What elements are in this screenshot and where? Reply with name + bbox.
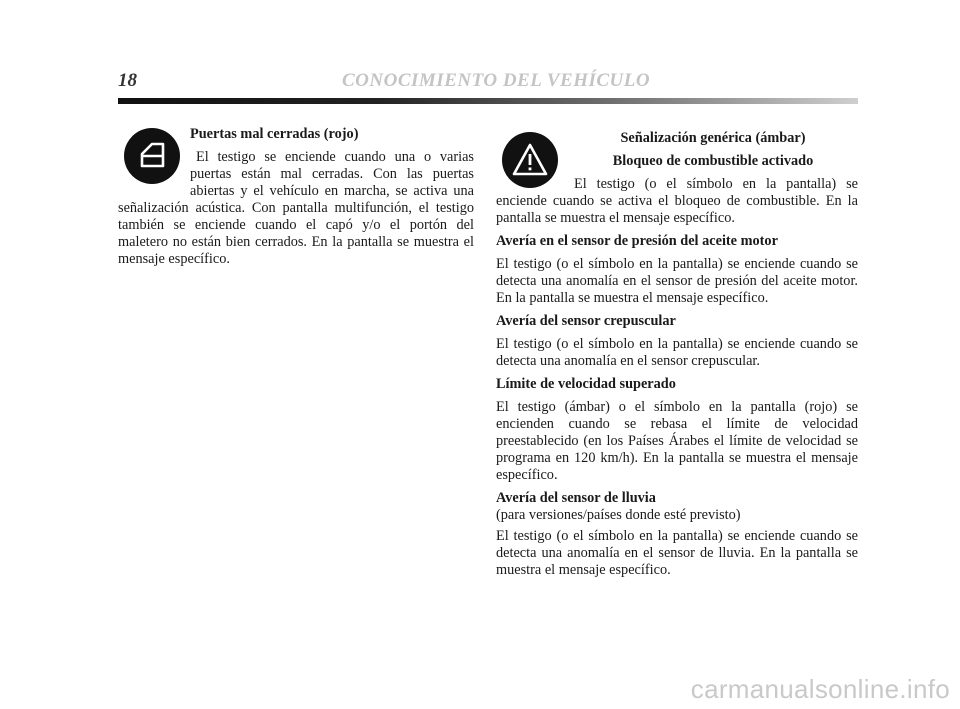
running-title: CONOCIMIENTO DEL VEHÍCULO: [342, 70, 651, 91]
right-column: [496, 126, 858, 585]
section-text-dusk-sensor: El testigo (o el símbolo en la pantalla) se enciende cuando se detecta una anomalía en el sensor crepuscular.: [496, 336, 858, 369]
warning-triangle-icon: [502, 132, 558, 188]
section-heading-rain-sensor: Avería del sensor de lluvia: [496, 490, 656, 506]
section-text-oil-sensor: El testigo (o el símbolo en la pantalla) se enciende cuando se detecta una anomalía en el sensor de presión del aceite motor. En la pantalla se muestra el mensaje específico.: [496, 256, 858, 306]
section-text-speed-limit: El testigo (ámbar) o el símbolo en la pantalla (rojo) se encienden cuando se rebasa el límite de velocidad preestablecido (en los Países Árabes el límite de velocidad se programa en 120 km/h). En la pantalla se muestra el mensaje específico.: [496, 399, 858, 483]
door-ajar-icon: [124, 128, 180, 184]
door-warning-text: El testigo se enciende cuando una o varias puertas están mal cerradas. Con las puertas abiertas y el vehículo en marcha, se activa una señalización acústica. Con pantalla multifunción, el testigo también se enciende cuando el capó y/o el portón del maletero no están bien cerrados. En la pantalla se muestra el mensaje específico.: [118, 149, 474, 267]
header-rule: [118, 98, 858, 104]
section-text-rain-sensor: El testigo (o el símbolo en la pantalla) se enciende cuando se detecta una anomalía en el sensor de lluvia. En la pantalla se muestra el mensaje específico.: [496, 528, 858, 578]
generic-warning-heading: Señalización genérica (ámbar): [620, 130, 806, 146]
section-subheading-rain-sensor: (para versiones/países donde esté previsto): [496, 507, 741, 523]
section-heading-speed-limit: Límite de velocidad superado: [496, 376, 676, 392]
watermark: carmanualsonline.info: [690, 674, 950, 704]
section-heading-dusk-sensor: Avería del sensor crepuscular: [496, 313, 676, 329]
fuel-cutoff-text: El testigo (o el símbolo en la pantalla) se enciende cuando se activa el bloqueo de combustible. En la pantalla se muestra el mensaje específico.: [496, 176, 858, 226]
fuel-cutoff-heading: Bloqueo de combustible activado: [612, 153, 814, 169]
section-heading-oil-sensor: Avería en el sensor de presión del aceite motor: [496, 233, 778, 249]
door-warning-heading: Puertas mal cerradas (rojo): [190, 126, 359, 142]
left-column: [118, 126, 474, 274]
page-number: 18: [118, 70, 137, 91]
